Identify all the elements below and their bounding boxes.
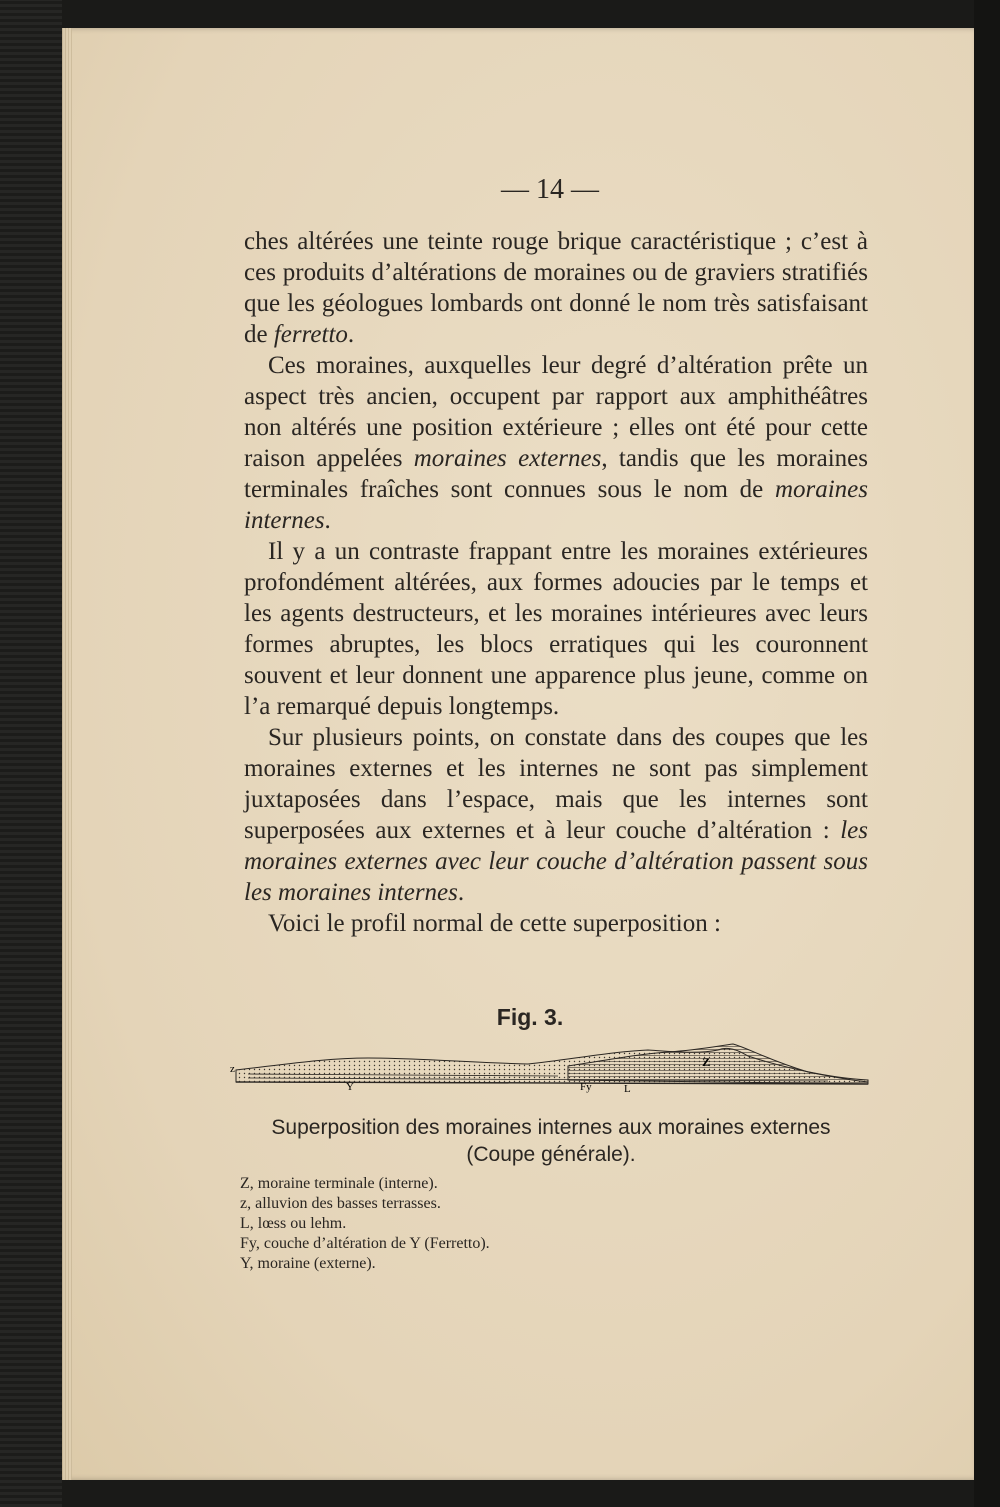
italic-text: les moraines externes avec leur couche d’altération passent sous les moraines internes xyxy=(244,817,868,906)
page-edges xyxy=(62,28,72,1480)
text-run: Ces moraines, auxquelles leur degré d’altération prête un aspect très ancien, occupent par rapport aux amphithéâtres non altérés une position extérieure ; elles ont été pour cette raison appelées xyxy=(244,352,868,472)
italic-text: moraines externes xyxy=(413,445,602,472)
text-run: , tandis que les moraines terminales fraîches sont connues sous le nom de xyxy=(244,445,868,503)
paragraph xyxy=(244,226,868,350)
legend-entry: z, alluvion des basses terrasses. xyxy=(240,1195,441,1212)
body-text xyxy=(244,226,868,939)
paragraph xyxy=(244,350,868,536)
book-cover-edge xyxy=(974,0,1000,1507)
moraine-interne-layer xyxy=(568,1044,868,1084)
text-run: Sur plusieurs points, on constate dans des coupes que les moraines externes et les internes ne sont pas simplement juxtaposées dans l’espace, mais que les internes sont superposées aux externes et à leur couche d’altération : xyxy=(244,724,868,844)
legend-entry: Fy, couche d’altération de Y (Ferretto). xyxy=(240,1235,490,1252)
profile-letter-Y: Y xyxy=(346,1081,354,1093)
text-run: . xyxy=(347,321,355,348)
profile-letter-L: L xyxy=(624,1083,631,1095)
profile-letter-z: z xyxy=(230,1063,235,1075)
page-number: — 14 — xyxy=(501,174,599,205)
profile-letter-Z: Z xyxy=(702,1055,711,1069)
geological-profile xyxy=(228,1036,870,1100)
figure-caption xyxy=(236,1114,866,1168)
text-run: . xyxy=(324,507,331,534)
text-run: Il y a un contraste frappant entre les moraines extérieures profondément altérées, aux formes adoucies par le temps et les agents destructeurs, et les moraines intérieures avec leurs formes abruptes, les blocs erratiques qui les couronnent souvent et leur donnent une apparence plus jeune, comme on l’a remarqué depuis longtemps. xyxy=(244,538,868,720)
text-run: ches altérées une teinte rouge brique caractéristique ; c’est à ces produits d’altérations de moraines ou de graviers stratifiés que les géologues lombards ont donné le nom très satisfaisant de xyxy=(244,228,868,348)
profile-letter-Fy: Fy xyxy=(580,1081,592,1093)
caption-line-2: (Coupe générale). xyxy=(466,1143,636,1166)
figure-legend xyxy=(240,1174,660,1274)
legend-entry: Y, moraine (externe). xyxy=(240,1255,376,1272)
paragraph xyxy=(244,722,868,908)
caption-line-1: Superposition des moraines internes aux moraines externes xyxy=(271,1116,831,1139)
paragraph xyxy=(244,908,868,939)
book-spine xyxy=(0,0,62,1507)
italic-text: moraines internes xyxy=(244,476,868,534)
figure-label: Fig. 3. xyxy=(496,1004,564,1030)
text-run: Voici le profil normal de cette superposition : xyxy=(268,910,721,937)
italic-text: ferretto xyxy=(273,321,348,348)
text-run: . xyxy=(457,879,465,906)
legend-entry: L, lœss ou lehm. xyxy=(240,1215,347,1232)
legend-entry: Z, moraine terminale (interne). xyxy=(240,1175,438,1192)
paragraph xyxy=(244,536,868,722)
